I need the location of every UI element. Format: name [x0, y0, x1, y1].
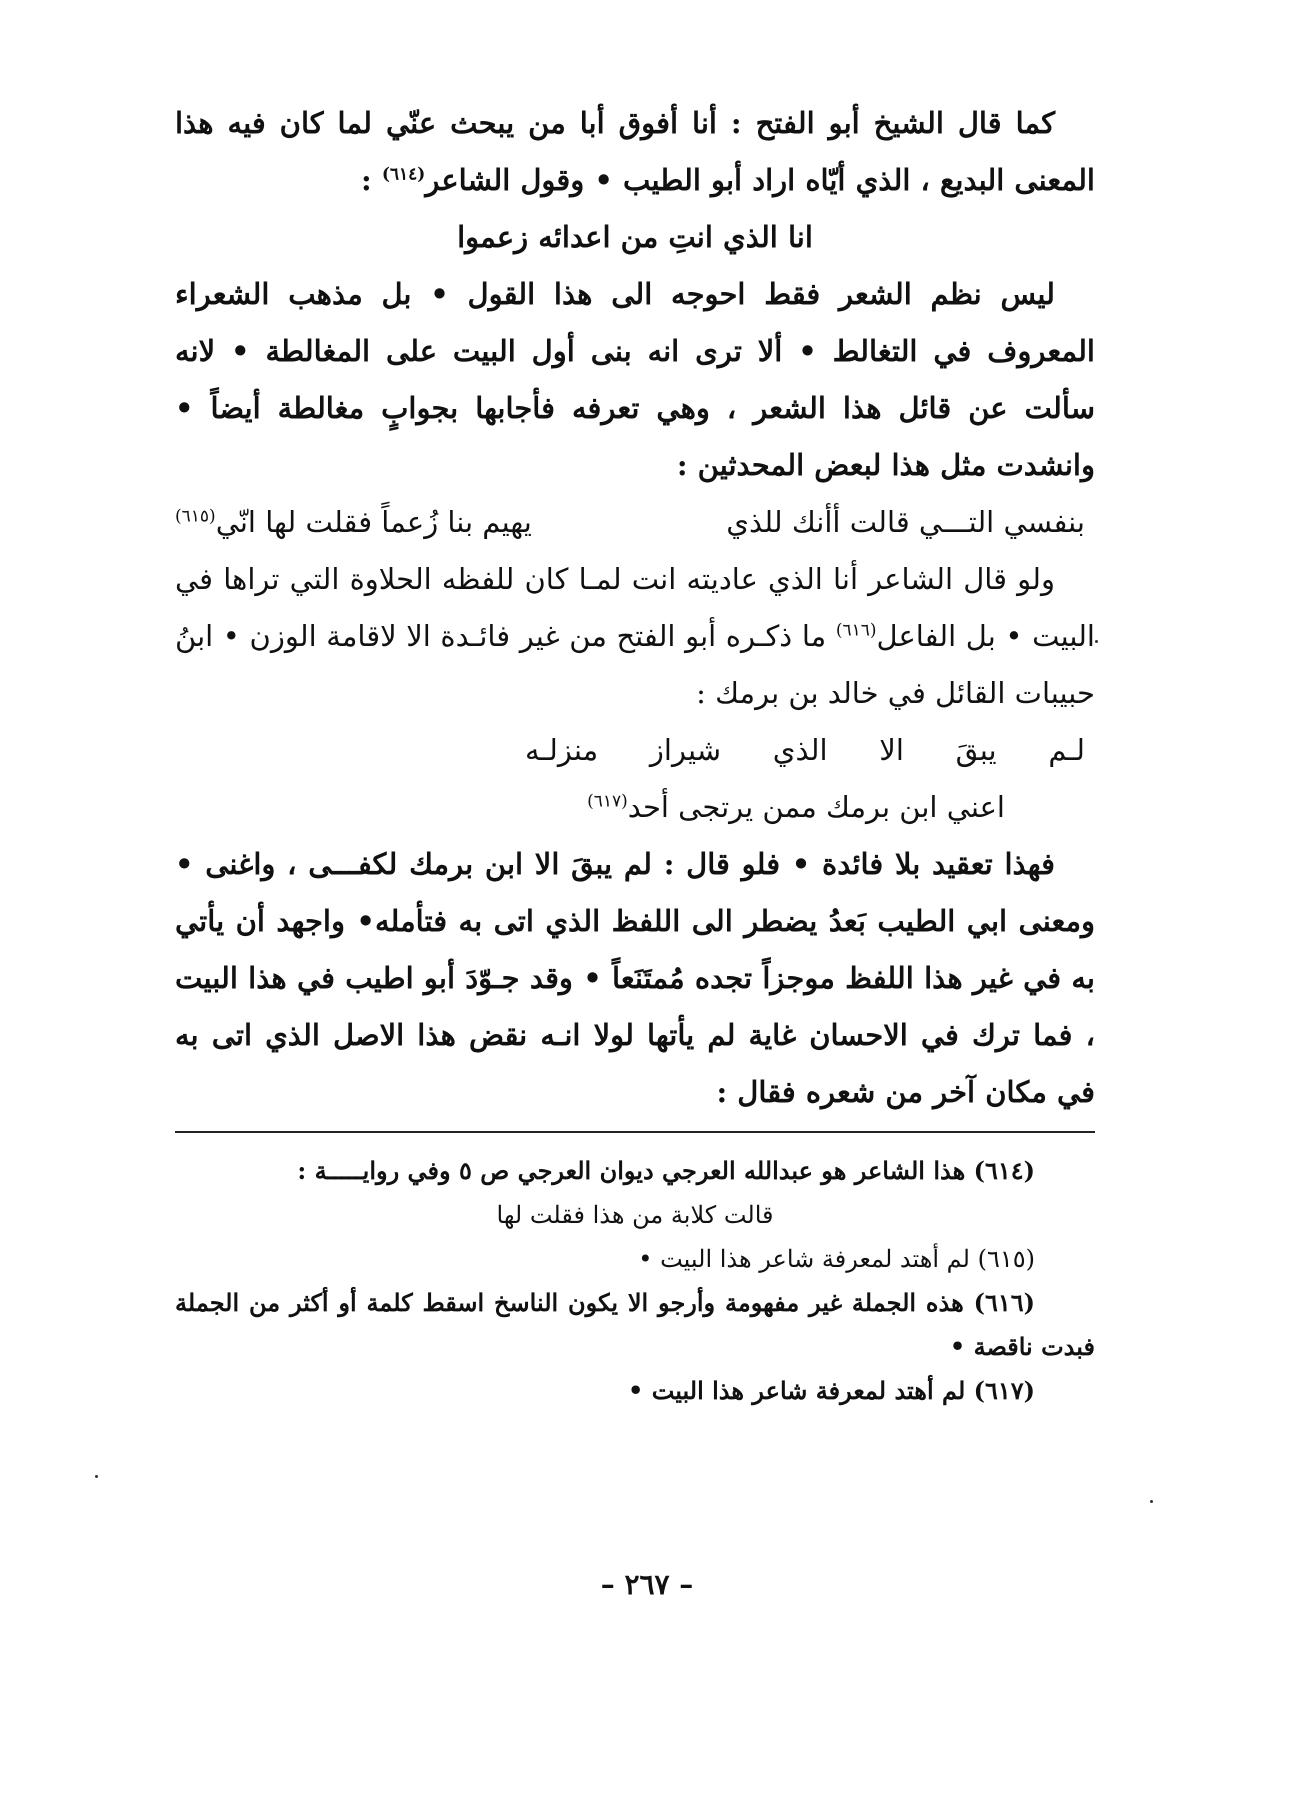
paragraph-1 — [175, 95, 1095, 209]
verse-3-word: لـم — [1048, 733, 1085, 767]
scan-speck — [95, 1475, 98, 1478]
footnotes — [175, 1149, 1095, 1413]
verse-3-word: الذي — [772, 733, 828, 767]
verse-3-line-2-words: اعني ابن برمك ممن يرتجى أحد — [627, 790, 1005, 824]
paragraph-4: فهذا تعقيد بلا فائدة • فلو قال : لم يبقَ الا ابن برمك لكفـــى ، واغنى • ومعنى ابي الطيب بَعدُ يضطر الى اللفظ الذي اتى به فتأمله• واجهد أن يأتي به في غير هذا اللفظ موجزاً تجده مُمتَنَعاً • وقد جـوّدَ أبو اطيب في هذا البيت ، فما ترك في الاحسان غاية لم يأتها لولا انـه نقض هذا الاصل الذي اتى به في مكان آخر من شعره فقال : — [175, 847, 1095, 1109]
paragraph-1-text: كما قال الشيخ أبو الفتح : أنا أفوق أبا من يبحث عنّي لما كان فيه هذا المعنى البديع ، الذي أيّاه اراد أبو الطيب • وقول الشاعر — [175, 106, 1095, 197]
verse-2 — [175, 494, 1095, 551]
verse-3-word: شيراز — [649, 733, 722, 767]
verse-2-left-text: يهيم بنا زُعماً فقلت لها انّي — [215, 505, 532, 539]
verse-3-line-2 — [175, 779, 1095, 836]
verse-2-right-hemistich: بنفسي التـــي قالت أأنك للذي — [726, 505, 1085, 539]
footnote-ref-615: (٦١٥) — [175, 506, 216, 527]
verse-3-word: الا — [879, 733, 904, 767]
paragraph-3 — [175, 551, 1095, 722]
footnote-615: (٦١٥) لم أهتد لمعرفة شاعر هذا البيت • — [638, 1245, 1035, 1273]
footnote-614: (٦١٤) هذا الشاعر هو عبدالله العرجي ديوان العرجي ص ٥ وفي روايـــــة : — [297, 1156, 1035, 1185]
footnote-ref-617: (٦١٧) — [587, 791, 628, 812]
main-text — [175, 95, 1095, 1121]
footnote-ref-616: (٦١٦) — [835, 620, 877, 641]
scan-speck — [1150, 1500, 1153, 1503]
page-number: – ٢٦٧ – — [600, 1568, 694, 1601]
footnote-616: (٦١٦) هذه الجملة غير مفهومة وأرجو الا يكون الناسخ اسقط كلمة أو أكثر من الجملة فبدت ناقصة • — [175, 1288, 1095, 1361]
paragraph-3-a: ولو قال الشاعر أنا الذي عاديته انت لمـا كان للفظه الحلاوة التي تراها في البيت • بل الفاعل — [175, 562, 1095, 653]
page-content — [175, 95, 1095, 1413]
footnote-ref-614: (٦١٤) — [381, 164, 426, 185]
verse-3-word: يبقَ — [955, 733, 997, 767]
paragraph-1-end: : — [361, 163, 382, 197]
footnote-617: (٦١٧) لم أهتد لمعرفة شاعر هذا البيت • — [628, 1376, 1035, 1405]
verse-1: انا الذي انتِ من اعدائه زعموا — [457, 220, 813, 254]
footnote-divider — [175, 1131, 1095, 1133]
verse-3-line-1 — [525, 722, 1095, 779]
paragraph-3-b: ما ذكـره أبو الفتح من غير فائـدة الا لاقامة الوزن • ابنُ حبيبات القائل في خالد بن برمك : — [175, 619, 1095, 710]
verse-2-left-hemistich — [175, 494, 532, 551]
scan-speck — [1095, 640, 1098, 643]
verse-3-line-2-text — [587, 779, 1005, 836]
footnote-614-verse: قالت كلابة من هذا فقلت لها — [496, 1201, 774, 1229]
verse-3-word: منزلـه — [525, 733, 599, 767]
paragraph-2: ليس نظم الشعر فقط احوجه الى هذا القول • بل مذهب الشعراء المعروف في التغالط • ألا ترى انه بنى أول البيت على المغالطة • لانه سألت عن قائل هذا الشعر ، وهي تعرفه فأجابها بجوابٍ مغالطة أيضاً • وانشدت مثل هذا لبعض المحدثين : — [175, 277, 1095, 482]
